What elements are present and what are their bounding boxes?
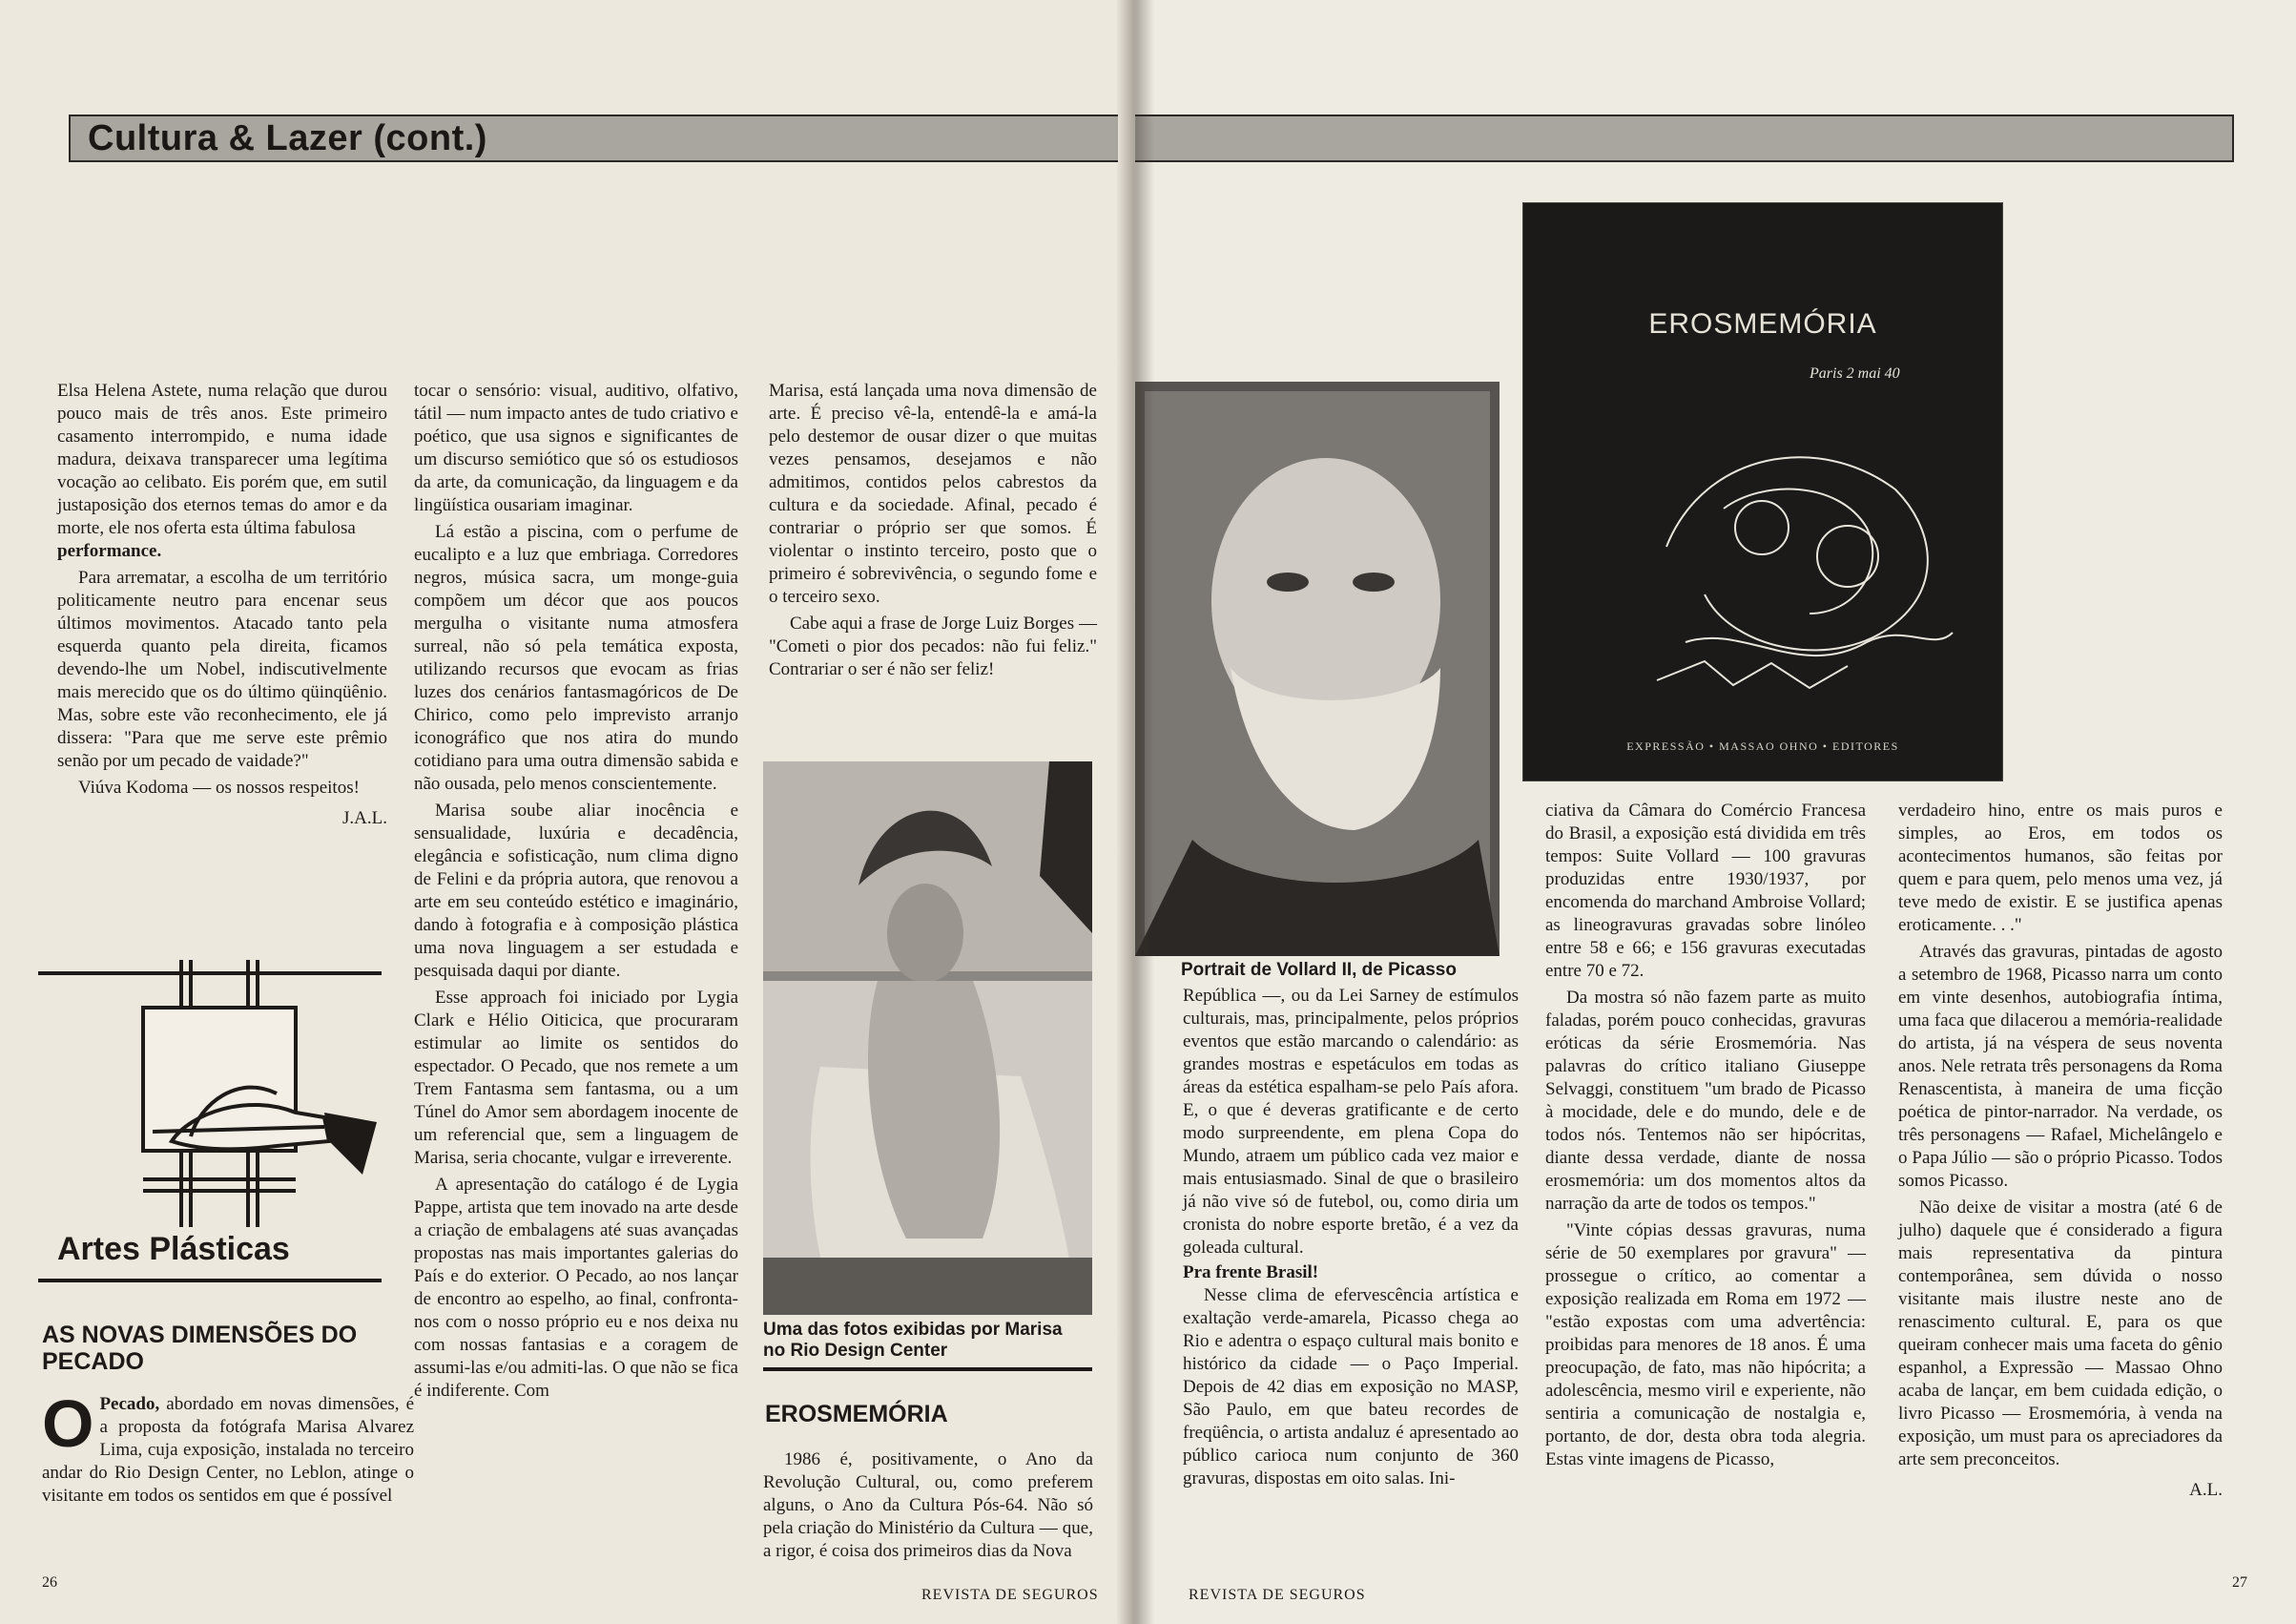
section-banner-left (69, 115, 1118, 162)
right-column-3 (1898, 800, 2223, 1502)
paragraph: Viúva Kodoma — os nossos respeitos! (78, 778, 360, 798)
easel-brush-illustration (134, 950, 382, 1227)
left-column-3 (769, 380, 1097, 685)
bold-term: Pecado, (99, 1394, 160, 1414)
portrait-photo (1135, 382, 1500, 956)
author-signature: A.L. (2189, 1480, 2223, 1500)
right-column-1 (1183, 985, 1519, 1494)
portrait-image (1135, 382, 1500, 956)
paragraph: Elsa Helena Astete, numa relação que durou pouco mais de três anos. Este primeiro casamento interrompido, e numa idade madura, deixava transparecer uma legítima vocação ao celibato. Eis porém que, em sutil justaposição dos eternos temas do amor e da morte, ele nos oferta esta última fabulosa (57, 381, 387, 538)
section-rule (38, 1279, 382, 1282)
paragraph: Não deixe de visitar a mostra (até 6 de julho) daquele que é considerado a figura mais representativa da pintura contemporânea, sem dúvida o nosso visitante mais ilustre neste ano de renascimento cultural. E, para os que queiram conhecer mais uma faceta do gênio espanhol, a Expressão — Massao Ohno acaba de lançar, em bem cuidada edição, o livro Picasso — Erosmemória, à venda na exposição, um must para os apreciadores da arte sem preconceitos. (1898, 1197, 2223, 1469)
right-column-2 (1545, 800, 1866, 1475)
left-column-1 (57, 380, 387, 830)
paragraph: ciativa da Câmara do Comércio Francesa do Brasil, a exposição está dividida em três tempos: Suite Vollard — 100 gravuras produzidas entre 1930/1937, por encomenda do marchand Ambroise Vollard; as lineogravuras gravadas sobre linóleo entre 58 e 66; e 156 gravuras executadas entre 70 e 72. (1545, 801, 1866, 981)
photo-caption: Uma das fotos exibidas por Marisa no Rio Design Center (763, 1320, 1063, 1361)
book-cover-signature: Paris 2 mai 40 (1810, 365, 1900, 382)
author-signature: J.A.L. (342, 808, 387, 828)
paragraph: Marisa, está lançada uma nova dimensão de arte. É preciso vê-la, entendê-la e amá-la pelo destemor de ousar dizer o que muitas vezes pensamos, desejamos e não admitimos, contidos pelos cabrestos da cultura e da sociedade. Afinal, pecado é contrariar o próprio ser que somos. É violentar o instinto terceiro, posto que o primeiro é sobrevivência, o segundo fome e o terceiro sexo. (769, 381, 1097, 607)
book-cover (1522, 202, 2003, 781)
exhibition-photo (763, 761, 1092, 1315)
paragraph: Marisa soube aliar inocência e sensualidade, luxúria e decadência, elegância e sofisticação, num clima digno de Felini e da própria autora, que renovou a arte em seu conteúdo estético e imaginário, dando à fotografia e à composição plástica uma nova linguagem a ser estudada e pesquisada daqui por diante. (414, 801, 738, 981)
left-column-2 (414, 380, 738, 1406)
paragraph: Para arrematar, a escolha de um território politicamente neutro para encenar seus últimos movimentos. Atacado tanto pela esquerda quanto pela direita, ficamos devendo-lhe um Nobel, indiscutivelmente mais merecido que os do último qüinqüênio. Mas, sobre este vão reconhecimento, ele já dissera: "Para que me serve este prêmio senão por um pecado de vaidade?" (57, 568, 387, 771)
paragraph: abordado em novas dimensões, é a proposta da fotógrafa Marisa Alvarez Lima, cuja exposição, instalada no terceiro andar do Rio Design Center, no Leblon, atinge o visitante em todos os sentidos em que é possível (42, 1394, 414, 1506)
portrait-caption: Portrait de Vollard II, de Picasso (1181, 960, 1457, 980)
paragraph: Cabe aqui a frase de Jorge Luiz Borges — "Cometi o pior dos pecados: não fui feliz." Contrariar o ser é não ser feliz! (769, 614, 1097, 679)
bold-term: Pra frente Brasil! (1183, 1262, 1319, 1282)
section-title: Artes Plásticas (57, 1231, 290, 1267)
paragraph: República —, ou da Lei Sarney de estímulos culturais, mas, principalmente, pelos próprios eventos que estão marcando o calendário: as grandes mostras e espetáculos em todas as áreas da estética espalham-se pelo País afora. E, o que é deveras gratificante e de certo modo surpreendente, em plena Copa do Mundo, atraem um público cada vez maior e mais entusiasmado. Sinal de que o brasileiro já não vive só de futebol, ou, como diria um cronista do nobre esporte bretão, é a vez da goleada cultural. (1183, 986, 1519, 1258)
paragraph: Da mostra só não fazem parte as muito faladas, porém pouco conhecidas, gravuras eróticas da série Erosmemória. Nas palavras do crítico italiano Giuseppe Selvaggi, constituem "um brado de Picasso à mocidade, dele e do mundo, dele e de todos nós. Tentemos não ser hipócritas, diante dessa verdade, diante de nossa erosmemória: um dos momentos altos da narração da arte de todos os tempos." (1545, 988, 1866, 1214)
paragraph: tocar o sensório: visual, auditivo, olfativo, tátil — num impacto antes de tudo criativo e poético, que usa signos e significantes de um discurso semiótico que só os estudiosos da arte, da comunicação, da linguagem e da lingüística ousariam imaginar. (414, 381, 738, 515)
paragraph: A apresentação do catálogo é de Lygia Pappe, artista que tem inovado na arte desde a criação de embalagens até suas avançadas propostas nas mais importantes galerias do País e do exterior. O Pecado, ao nos lançar de encontro ao espelho, ao final, confronta-nos com o nosso próprio eu e nos deixa nu com nossas fantasias e a coragem de assumi-las e/ou admiti-las. O que não se fica é indiferente. Com (414, 1175, 738, 1401)
book-cover-publisher: EXPRESSÃO • MASSAO OHNO • EDITORES (1626, 739, 1899, 753)
section-rule (763, 1367, 1092, 1371)
left-page (0, 0, 1135, 1624)
paragraph: Lá estão a piscina, com o perfume de eucalipto e a luz que embriaga. Corredores negros, música sacra, um monge-guia compõem um décor que aos poucos mergulha o visitante numa atmosfera surreal, não só pela temática exposta, utilizando recursos que evocam as frias luzes dos cenários fantasmagóricos de De Chirico, como pelo imprevisto arranjo iconográfico que nos atira do mundo cotidiano para uma outra dimensão sabida e não ousada, pelo menos conscientemente. (414, 522, 738, 794)
section-banner-right (1135, 115, 2234, 162)
paragraph: Através das gravuras, pintadas de agosto a setembro de 1968, Picasso narra um conto em vinte desenhos, autobiografia íntima, uma faca que dilacerou a memória-realidade do artista, já na véspera de seus noventa anos. Nele retrata três personagens da Roma Renascentista, à maneira de uma ficção poética de pintor-narrador. Na verdade, os três personagens — Rafael, Michelângelo e o Papa Júlio — são o próprio Picasso. Todos somos Picasso. (1898, 942, 2223, 1191)
line-drawing (1647, 394, 1962, 709)
bold-term: performance. (57, 541, 162, 561)
article-lead (42, 1386, 414, 1508)
erosmemoria-text (763, 1448, 1093, 1567)
magazine-name: REVISTA DE SEGUROS (921, 1587, 1099, 1603)
paragraph: Nesse clima de efervescência artística e exaltação verde-amarela, Picasso chega ao Rio e adentra o espaço cultural mais bonito e histórico da cidade — o Paço Imperial. Depois de 42 dias em exposição no MASP, São Paulo, em que bateu recordes de freqüência, o artista andaluz é apresentado ao público carioca num conjunto de 360 gravuras, dispostas em oito salas. Ini- (1183, 1285, 1519, 1489)
page-number: 26 (42, 1574, 57, 1591)
paragraph: verdadeiro hino, entre os mais puros e simples, ao Eros, em todos os acontecimentos humanos, são feitas por quem e para quem, pelo menos uma vez, já teve medo de existir. E se justifica apenas eroticamente. . ." (1898, 801, 2223, 935)
magazine-name: REVISTA DE SEGUROS (1189, 1587, 1366, 1603)
section-banner-title: Cultura & Lazer (cont.) (88, 118, 487, 158)
page-number: 27 (2232, 1574, 2247, 1591)
photo-image (763, 761, 1092, 1315)
paragraph: 1986 é, positivamente, o Ano da Revolução Cultural, ou, como preferem alguns, o Ano da Cultura Pós-64. Não só pela criação do Ministério da Cultura — que, a rigor, é coisa dos primeiros dias da Nova (763, 1449, 1093, 1561)
paragraph: "Vinte cópias dessas gravuras, numa série de 50 exemplares por gravura" — prossegue o crítico, ao comentar a exposição realizada em Roma em 1972 — "estão expostas com uma advertência: proibidas para menores de 18 anos. É uma preocupação, de fato, mas não hipócrita; a adolescência, mesmo viril e experiente, não sentiria a comunicação de nostalgia e, portanto, de dor, desta obra toda alegria. Estas vinte imagens de Picasso, (1545, 1220, 1866, 1469)
article-headline: AS NOVAS DIMENSÕES DO PECADO (42, 1322, 358, 1375)
subsection-title: EROSMEMÓRIA (765, 1401, 948, 1427)
paragraph: Esse approach foi iniciado por Lygia Clark e Hélio Oiticica, que procuraram estimular ao limite os sentidos do espectador. O Pecado, que nos remete a um Trem Fantasma sem fantasma, ou a um Túnel do Amor sem abordagem inocente de um referencial que, sem a linguagem de Marisa, seria chocante, vulgar e irreverente. (414, 988, 738, 1168)
book-cover-title: EROSMEMÓRIA (1648, 308, 1877, 340)
drop-cap: O (42, 1386, 94, 1461)
right-page (1135, 0, 2296, 1624)
